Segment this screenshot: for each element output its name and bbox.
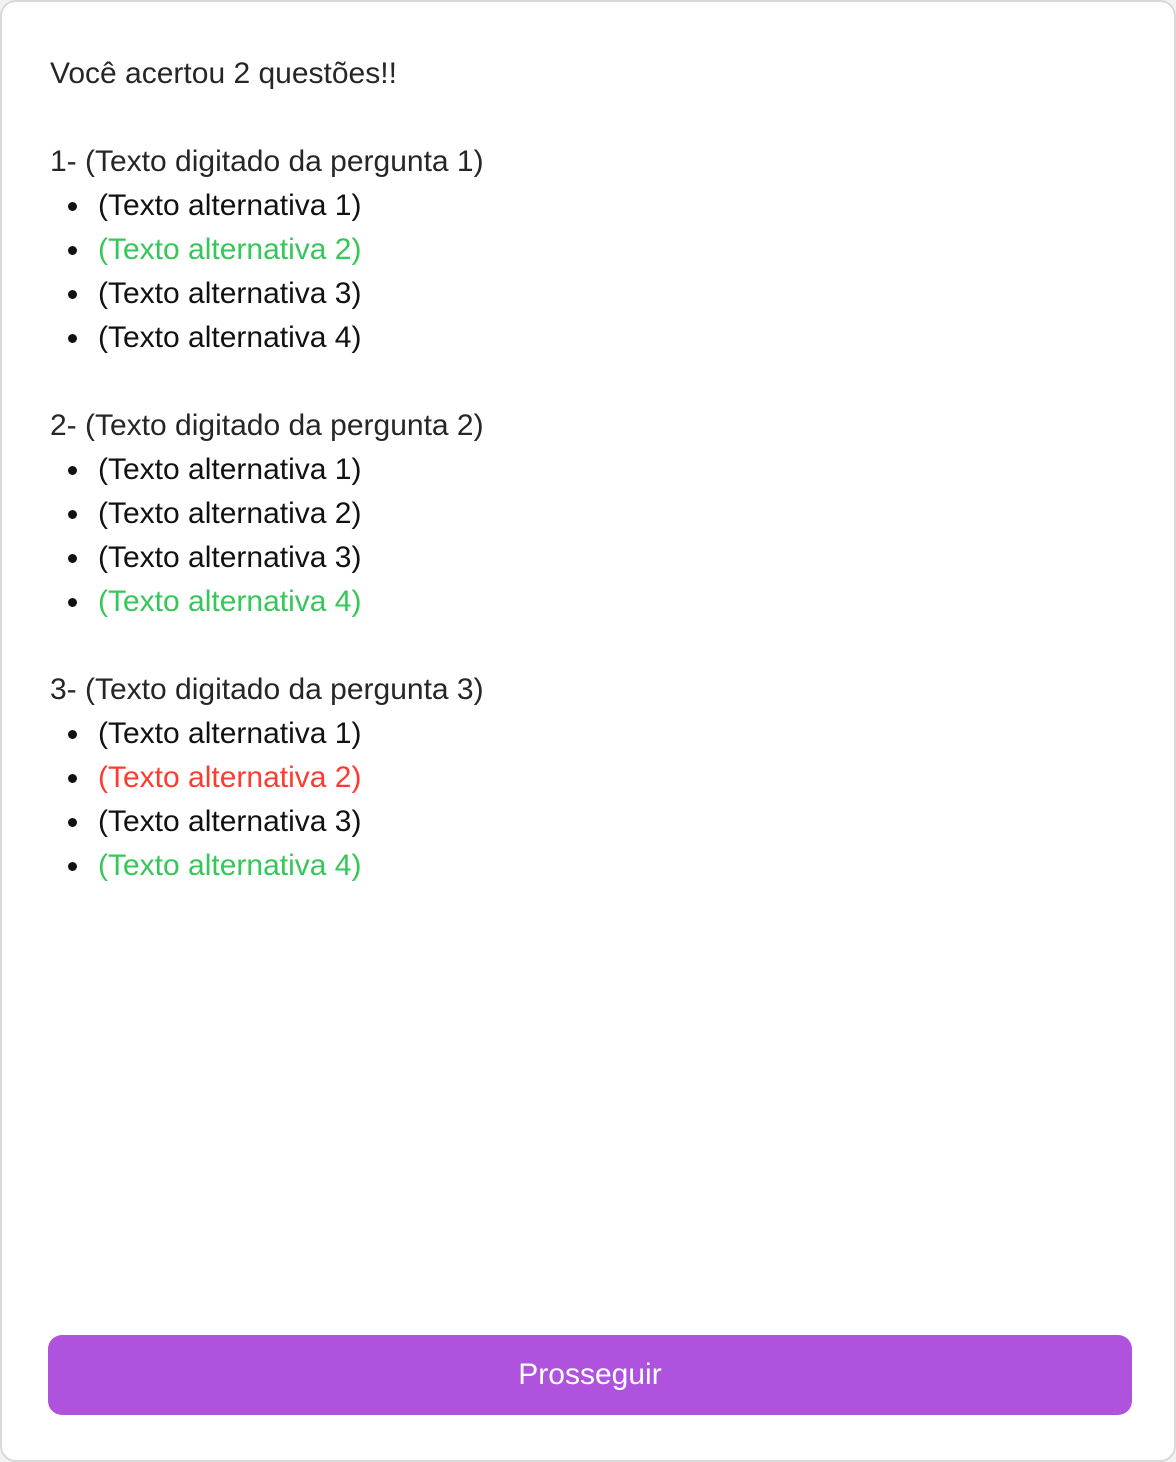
alternative-item — [50, 272, 1130, 316]
alternative-label: (Texto alternativa 2) — [98, 497, 362, 530]
question-3 — [50, 668, 1130, 888]
proceed-button[interactable]: Prosseguir — [48, 1335, 1132, 1415]
bullet-icon — [68, 466, 77, 475]
alternative-label: (Texto alternativa 2) — [98, 761, 362, 794]
alternative-label: (Texto alternativa 1) — [98, 717, 362, 750]
alternative-label: (Texto alternativa 4) — [98, 585, 362, 618]
bullet-icon — [68, 290, 77, 299]
bullet-icon — [68, 862, 77, 871]
bullet-icon — [68, 334, 77, 343]
alternative-item — [50, 492, 1130, 536]
alternative-label: (Texto alternativa 3) — [98, 277, 362, 310]
alternative-label: (Texto alternativa 3) — [98, 805, 362, 838]
question-title: 1- (Texto digitado da pergunta 1) — [50, 145, 484, 178]
bullet-icon — [68, 510, 77, 519]
question-title: 3- (Texto digitado da pergunta 3) — [50, 673, 484, 706]
question-title: 2- (Texto digitado da pergunta 2) — [50, 409, 484, 442]
bullet-icon — [68, 246, 77, 255]
alternative-item — [50, 580, 1130, 624]
alternative-label: (Texto alternativa 4) — [98, 321, 362, 354]
bullet-icon — [68, 598, 77, 607]
bullet-icon — [68, 554, 77, 563]
bullet-icon — [68, 818, 77, 827]
alternative-item — [50, 448, 1130, 492]
alternative-item — [50, 228, 1130, 272]
score-summary: Você acertou 2 questões!! — [50, 57, 397, 90]
bullet-icon — [68, 774, 77, 783]
alternative-label: (Texto alternativa 1) — [98, 453, 362, 486]
bullet-icon — [68, 202, 77, 211]
alternative-item — [50, 184, 1130, 228]
alternatives-list — [50, 184, 1130, 360]
alternative-label: (Texto alternativa 4) — [98, 849, 362, 882]
alternative-label: (Texto alternativa 2) — [98, 233, 362, 266]
alternatives-list — [50, 448, 1130, 624]
alternative-label: (Texto alternativa 3) — [98, 541, 362, 574]
alternatives-list — [50, 712, 1130, 888]
alternative-item — [50, 800, 1130, 844]
alternative-item — [50, 844, 1130, 888]
question-1 — [50, 140, 1130, 360]
bullet-icon — [68, 730, 77, 739]
alternative-item — [50, 316, 1130, 360]
question-2 — [50, 404, 1130, 624]
alternative-label: (Texto alternativa 1) — [98, 189, 362, 222]
alternative-item — [50, 536, 1130, 580]
results-content — [50, 52, 1130, 932]
alternative-item — [50, 712, 1130, 756]
alternative-item — [50, 756, 1130, 800]
